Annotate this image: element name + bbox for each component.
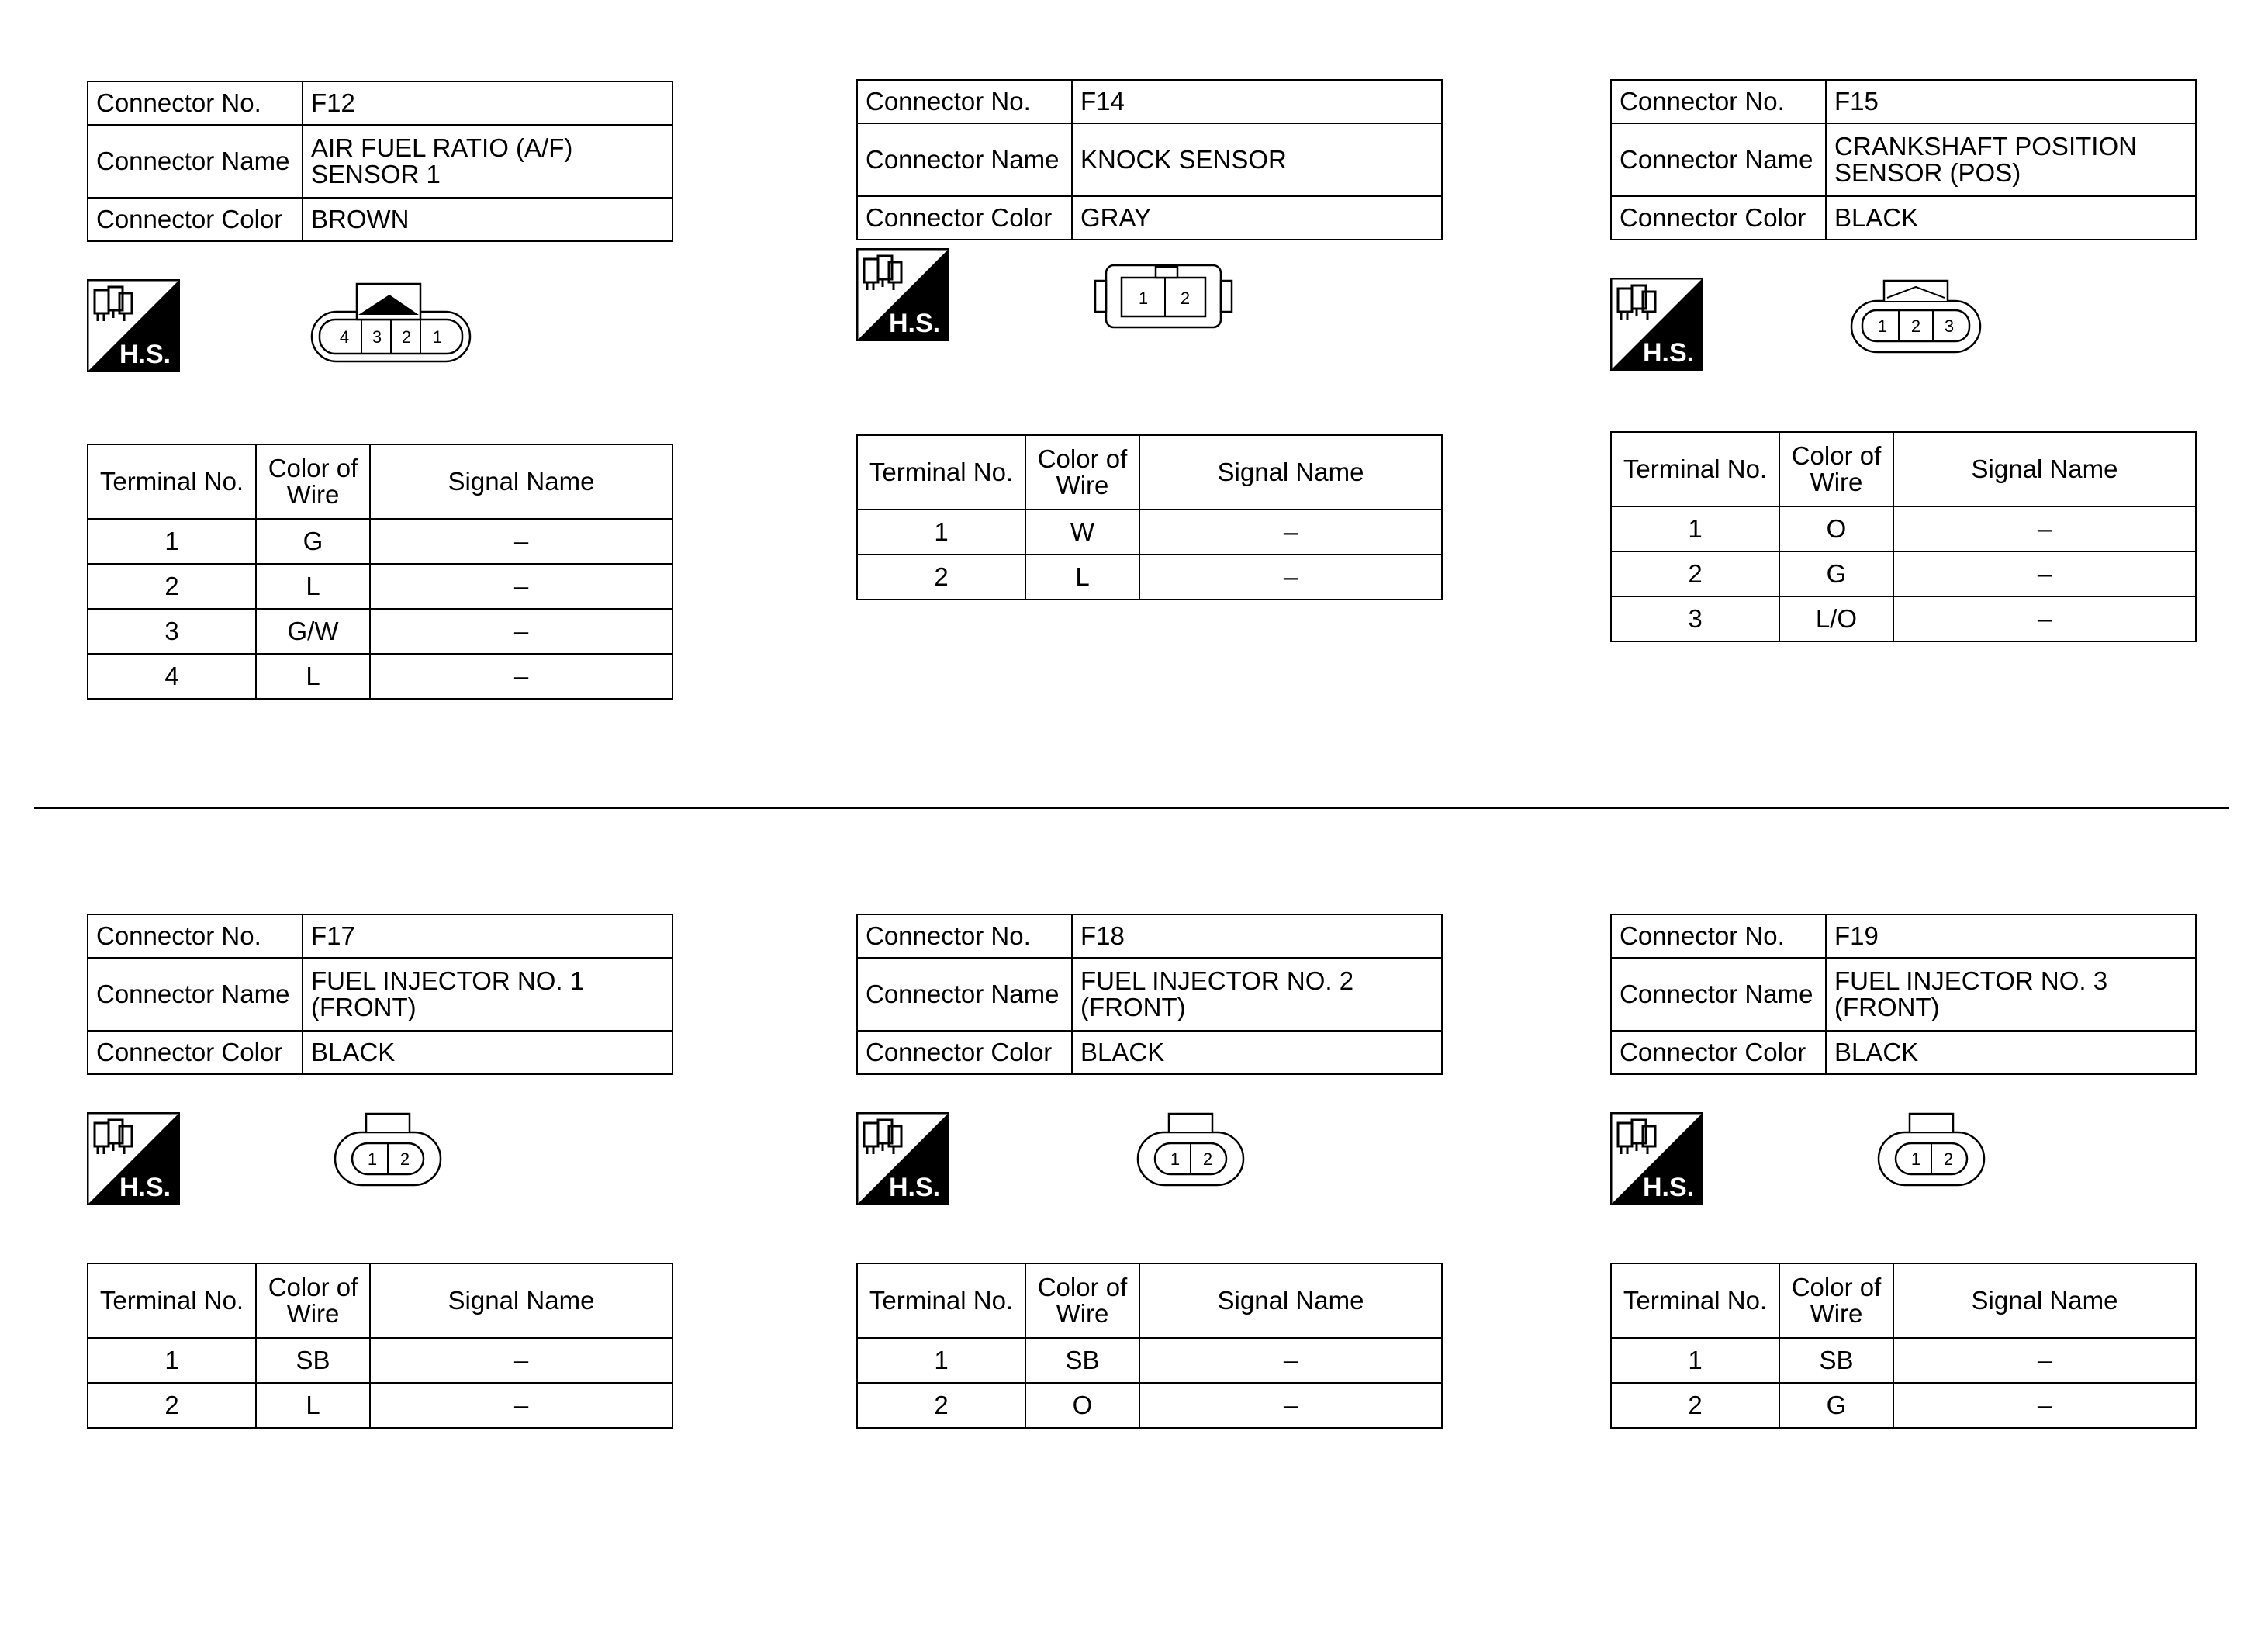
connector-name-row (1611, 958, 2196, 1031)
pin-number: 2 (399, 1149, 410, 1169)
terminal-table (1610, 1263, 2197, 1429)
connector-color-value: BROWN (303, 198, 672, 241)
pin-number: 2 (1943, 1149, 1954, 1169)
terminal-no-cell: 2 (857, 555, 1025, 600)
signal-name-cell: – (370, 654, 672, 699)
connector-color-row (1611, 196, 2196, 240)
pin-number: 1 (1170, 1149, 1181, 1169)
hs-harness-side-icon (856, 1112, 949, 1205)
connector-name-label: Connector Name (857, 958, 1072, 1031)
terminal-table (87, 444, 673, 700)
wire-color-cell: L (256, 654, 370, 699)
signal-name-cell: – (370, 609, 672, 654)
connector-face-diagram (1136, 1111, 1245, 1188)
terminal-header-row (857, 1263, 1442, 1338)
hs-label: H.S. (889, 309, 941, 338)
terminal-header-row (88, 1263, 672, 1338)
pin-number: 4 (339, 327, 350, 347)
connector-color-label: Connector Color (1611, 196, 1826, 240)
connector-info-table (87, 81, 673, 242)
terminal-row (857, 1338, 1442, 1383)
signal-name-header: Signal Name (1893, 1263, 2196, 1338)
wire-color-cell: L (1025, 555, 1139, 600)
connector-no-label: Connector No. (857, 80, 1072, 123)
pin-number: 1 (1877, 316, 1888, 336)
connector-no-value: F15 (1826, 80, 2196, 123)
connector-no-value: F12 (303, 81, 672, 125)
wire-color-header: Color of Wire (1779, 432, 1893, 506)
connector-info-table (87, 914, 673, 1075)
terminal-header-row (88, 444, 672, 519)
terminal-no-cell: 2 (1611, 1383, 1779, 1428)
connector-face-diagram (1850, 278, 1982, 355)
signal-name-cell: – (1893, 1338, 2196, 1383)
signal-name-header: Signal Name (370, 1263, 672, 1338)
signal-name-cell: – (370, 1383, 672, 1428)
connector-no-label: Connector No. (88, 81, 303, 125)
hs-label: H.S. (119, 340, 171, 369)
hs-label: H.S. (889, 1173, 941, 1202)
connector-color-label: Connector Color (88, 198, 303, 241)
connector-no-value: F17 (303, 914, 672, 958)
wire-color-header: Color of Wire (256, 444, 370, 519)
terminal-no-cell: 1 (1611, 1338, 1779, 1383)
connector-face-diagram (1094, 256, 1233, 334)
connector-name-row (857, 958, 1442, 1031)
signal-name-header: Signal Name (370, 444, 672, 519)
terminal-row (857, 510, 1442, 555)
wire-color-cell: W (1025, 510, 1139, 555)
terminal-table (87, 1263, 673, 1429)
terminal-no-cell: 3 (1611, 596, 1779, 641)
connector-no-row (88, 81, 672, 125)
signal-name-cell: – (1139, 1338, 1442, 1383)
terminal-no-cell: 1 (88, 519, 256, 564)
terminal-no-cell: 1 (88, 1338, 256, 1383)
terminal-no-header: Terminal No. (88, 444, 256, 519)
wire-color-cell: O (1025, 1383, 1139, 1428)
terminal-row (1611, 506, 2196, 551)
terminal-row (88, 1383, 672, 1428)
signal-name-cell: – (1893, 596, 2196, 641)
connector-name-label: Connector Name (857, 123, 1072, 196)
connector-color-row (857, 196, 1442, 240)
hs-label: H.S. (119, 1173, 171, 1202)
connector-color-row (88, 198, 672, 241)
signal-name-cell: – (1139, 510, 1442, 555)
signal-name-header: Signal Name (1139, 435, 1442, 510)
terminal-no-header: Terminal No. (857, 435, 1025, 510)
terminal-row (857, 1383, 1442, 1428)
wire-color-header: Color of Wire (1025, 435, 1139, 510)
connector-info-f15 (1610, 79, 2200, 240)
signal-name-cell: – (1893, 506, 2196, 551)
wire-color-header: Color of Wire (1779, 1263, 1893, 1338)
connector-no-label: Connector No. (1611, 80, 1826, 123)
wire-color-cell: L (256, 1383, 370, 1428)
terminal-no-cell: 2 (88, 1383, 256, 1428)
connector-color-label: Connector Color (88, 1031, 303, 1074)
pin-number: 2 (401, 327, 412, 347)
connector-name-value: AIR FUEL RATIO (A/F) SENSOR 1 (303, 125, 672, 198)
connector-info-f14 (856, 79, 1446, 240)
pin-number: 1 (1138, 289, 1149, 308)
connector-info-f18 (856, 914, 1446, 1075)
terminal-row (88, 654, 672, 699)
terminal-no-cell: 2 (857, 1383, 1025, 1428)
terminal-table (856, 1263, 1443, 1429)
terminal-no-header: Terminal No. (857, 1263, 1025, 1338)
pin-number: 2 (1910, 316, 1921, 336)
terminal-table-f19 (1610, 1263, 2200, 1429)
connector-no-value: F14 (1072, 80, 1442, 123)
wire-color-cell: G (256, 519, 370, 564)
connector-name-value: CRANKSHAFT POSITION SENSOR (POS) (1826, 123, 2196, 196)
connector-color-value: GRAY (1072, 196, 1442, 240)
connector-color-label: Connector Color (857, 1031, 1072, 1074)
wire-color-cell: G (1779, 551, 1893, 596)
signal-name-cell: – (370, 1338, 672, 1383)
pin-number: 2 (1180, 289, 1191, 308)
connector-no-row (857, 914, 1442, 958)
connector-info-table (1610, 79, 2197, 240)
connector-no-value: F19 (1826, 914, 2196, 958)
signal-name-cell: – (370, 564, 672, 609)
terminal-table-f15 (1610, 431, 2200, 642)
signal-name-header: Signal Name (1893, 432, 2196, 506)
connector-no-label: Connector No. (88, 914, 303, 958)
terminal-table-f14 (856, 434, 1446, 600)
connector-color-row (88, 1031, 672, 1074)
connector-no-value: F18 (1072, 914, 1442, 958)
connector-no-row (857, 80, 1442, 123)
terminal-header-row (1611, 432, 2196, 506)
hs-harness-side-icon (87, 279, 180, 372)
terminal-no-cell: 3 (88, 609, 256, 654)
terminal-row (88, 609, 672, 654)
connector-info-f17 (87, 914, 676, 1075)
connector-face-diagram (1877, 1111, 1986, 1188)
terminal-no-cell: 2 (88, 564, 256, 609)
connector-color-row (857, 1031, 1442, 1074)
connector-name-value: FUEL INJECTOR NO. 3 (FRONT) (1826, 958, 2196, 1031)
connector-no-row (1611, 80, 2196, 123)
terminal-row (88, 1338, 672, 1383)
connector-name-label: Connector Name (88, 958, 303, 1031)
connector-name-label: Connector Name (88, 125, 303, 198)
connector-name-row (1611, 123, 2196, 196)
connector-info-table (1610, 914, 2197, 1075)
signal-name-cell: – (1139, 1383, 1442, 1428)
connector-name-value: FUEL INJECTOR NO. 1 (FRONT) (303, 958, 672, 1031)
terminal-no-cell: 1 (1611, 506, 1779, 551)
terminal-no-header: Terminal No. (1611, 1263, 1779, 1338)
connector-no-row (1611, 914, 2196, 958)
terminal-no-cell: 2 (1611, 551, 1779, 596)
wire-color-cell: L (256, 564, 370, 609)
terminal-no-cell: 1 (857, 510, 1025, 555)
connector-info-table (856, 914, 1443, 1075)
signal-name-cell: – (1893, 1383, 2196, 1428)
connector-color-value: BLACK (1826, 196, 2196, 240)
signal-name-cell: – (1893, 551, 2196, 596)
wire-color-cell: SB (256, 1338, 370, 1383)
terminal-row (1611, 596, 2196, 641)
connector-info-f19 (1610, 914, 2200, 1075)
terminal-no-header: Terminal No. (88, 1263, 256, 1338)
terminal-table-f17 (87, 1263, 676, 1429)
terminal-table (856, 434, 1443, 600)
wire-color-cell: G/W (256, 609, 370, 654)
wire-color-cell: L/O (1779, 596, 1893, 641)
pin-number: 1 (432, 327, 443, 347)
terminal-header-row (1611, 1263, 2196, 1338)
connector-name-row (88, 958, 672, 1031)
pin-number: 1 (1910, 1149, 1921, 1169)
pin-number: 2 (1202, 1149, 1213, 1169)
connector-info-f12 (87, 81, 676, 242)
connector-color-row (1611, 1031, 2196, 1074)
connector-name-value: FUEL INJECTOR NO. 2 (FRONT) (1072, 958, 1442, 1031)
terminal-table (1610, 431, 2197, 642)
connector-color-value: BLACK (303, 1031, 672, 1074)
terminal-row (88, 564, 672, 609)
connector-info-table (856, 79, 1443, 240)
terminal-row (88, 519, 672, 564)
signal-name-cell: – (370, 519, 672, 564)
wire-color-cell: O (1779, 506, 1893, 551)
pin-number: 1 (367, 1149, 378, 1169)
hs-label: H.S. (1643, 338, 1695, 368)
terminal-row (1611, 1383, 2196, 1428)
pin-number: 3 (1944, 316, 1955, 336)
connector-no-row (88, 914, 672, 958)
terminal-row (1611, 1338, 2196, 1383)
hs-harness-side-icon (1610, 1112, 1703, 1205)
hs-label: H.S. (1643, 1173, 1695, 1202)
connector-color-label: Connector Color (1611, 1031, 1826, 1074)
terminal-row (1611, 551, 2196, 596)
signal-name-header: Signal Name (1139, 1263, 1442, 1338)
connector-color-value: BLACK (1072, 1031, 1442, 1074)
hs-harness-side-icon (856, 248, 949, 341)
hs-harness-side-icon (87, 1112, 180, 1205)
connector-no-label: Connector No. (857, 914, 1072, 958)
connector-name-value: KNOCK SENSOR (1072, 123, 1442, 196)
terminal-table-f12 (87, 444, 676, 700)
terminal-no-cell: 1 (857, 1338, 1025, 1383)
wire-color-cell: SB (1025, 1338, 1139, 1383)
wire-color-header: Color of Wire (256, 1263, 370, 1338)
wire-color-cell: G (1779, 1383, 1893, 1428)
wire-color-cell: SB (1779, 1338, 1893, 1383)
wire-color-header: Color of Wire (1025, 1263, 1139, 1338)
terminal-table-f18 (856, 1263, 1446, 1429)
connector-color-label: Connector Color (857, 196, 1072, 240)
hs-harness-side-icon (1610, 278, 1703, 371)
connector-name-label: Connector Name (1611, 958, 1826, 1031)
connector-name-label: Connector Name (1611, 123, 1826, 196)
connector-face-diagram (310, 279, 473, 365)
signal-name-cell: – (1139, 555, 1442, 600)
connector-no-label: Connector No. (1611, 914, 1826, 958)
section-divider (34, 807, 2229, 809)
connector-name-row (857, 123, 1442, 196)
terminal-row (857, 555, 1442, 600)
connector-name-row (88, 125, 672, 198)
terminal-no-cell: 4 (88, 654, 256, 699)
terminal-no-header: Terminal No. (1611, 432, 1779, 506)
terminal-header-row (857, 435, 1442, 510)
pin-number: 3 (372, 327, 382, 347)
connector-color-value: BLACK (1826, 1031, 2196, 1074)
connector-face-diagram (334, 1111, 442, 1188)
